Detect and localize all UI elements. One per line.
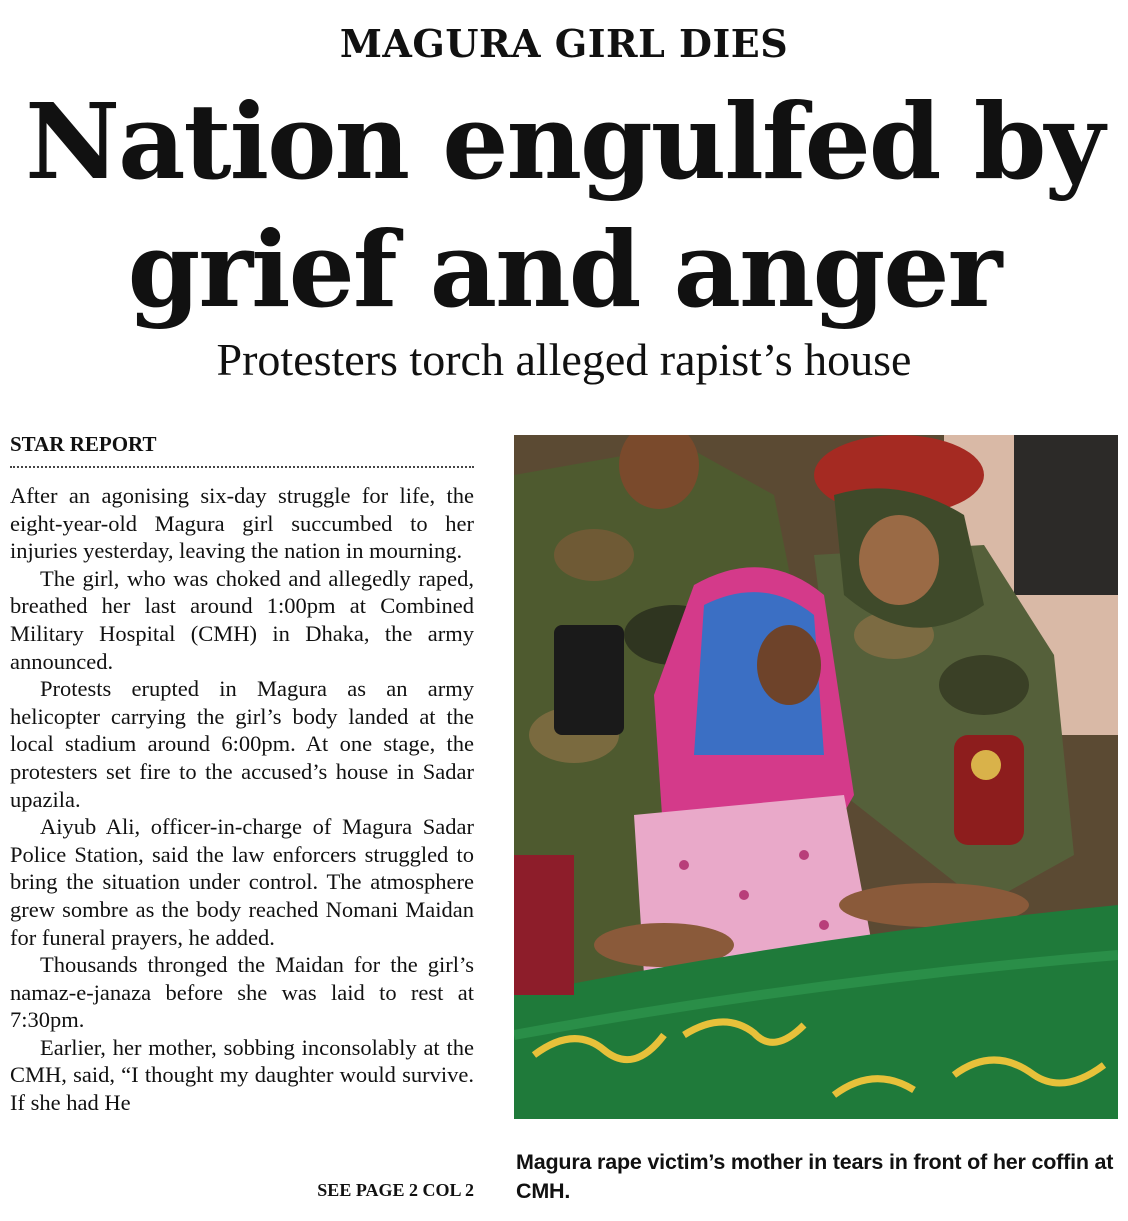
article-paragraph: The girl, who was choked and allegedly raped, breathed her last around 1:00pm at Combined Military Hospital (CMH) in Dhaka, the army announced. bbox=[10, 565, 474, 674]
article-paragraph: After an agonising six-day struggle for life, the eight-year-old Magura girl succumbed to her injuries yesterday, leaving the nation in mourning. bbox=[10, 483, 474, 564]
article-paragraph: Thousands thronged the Maidan for the girl’s namaz-e-janaza before she was laid to rest at 7:30pm. bbox=[10, 952, 474, 1033]
kicker: MAGURA GIRL DIES bbox=[339, 21, 789, 66]
news-photo bbox=[514, 435, 1118, 1119]
article-paragraph: Protests erupted in Magura as an army helicopter carrying the girl’s body landed at the local stadium around 6:00pm. At one stage, the protesters set fire to the accused’s house in Sadar upazila. bbox=[10, 676, 474, 812]
photo-caption: Magura rape victim’s mother in tears in front of her coffin at CMH. bbox=[516, 1150, 1114, 1203]
headline bbox=[0, 78, 1128, 334]
article-body bbox=[10, 482, 474, 1117]
headline-line-1: Nation engulfed by bbox=[25, 80, 1103, 203]
photo-illustration bbox=[514, 435, 1118, 1119]
deck-subheadline: Protesters torch alleged rapist’s house bbox=[216, 334, 912, 385]
jump-line: SEE PAGE 2 COL 2 bbox=[317, 1180, 474, 1200]
article-paragraph: Aiyub Ali, officer-in-charge of Magura Sadar Police Station, said the law enforcers struggled to bring the situation under control. The atmosphere grew sombre as the body reached Nomani Maidan for funeral prayers, he added. bbox=[10, 814, 474, 950]
headline-line-2: grief and anger bbox=[127, 208, 1001, 331]
byline: STAR REPORT bbox=[10, 430, 474, 468]
article-paragraph: Earlier, her mother, sobbing inconsolably at the CMH, said, “I thought my daughter would survive. If she had He bbox=[10, 1034, 474, 1116]
